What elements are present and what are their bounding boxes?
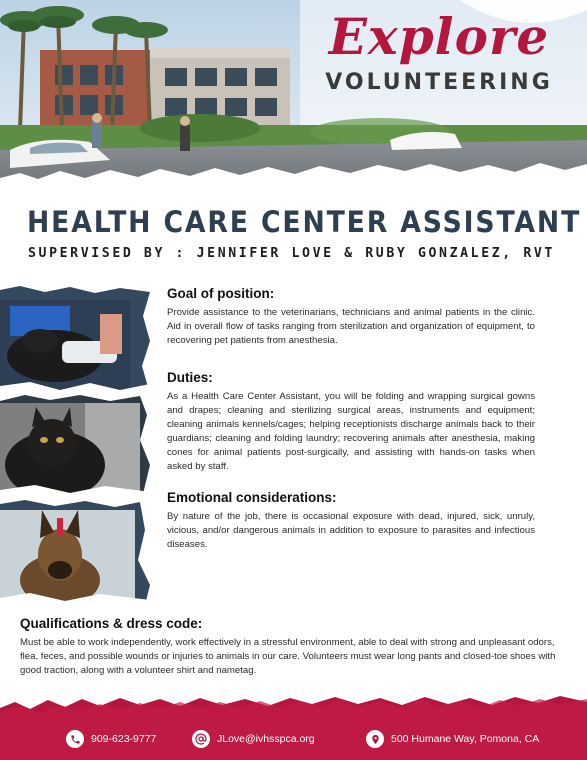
qualifications-body: Must be able to work independently, work effectively in a stressful environment, able to deal with strong and unpleasant odors, flea, feces, and possible wounds or injuries to animals in our care. Volunteers must wear long pants and closed-toe shoes with good traction, along with a volunteer shirt and nametag.: [20, 637, 556, 676]
volunteering-subtitle: VOLUNTEERING: [325, 70, 553, 95]
supervised-by: SUPERVISED BY : JENNIFER LOVE & RUBY GONZALEZ, RVT: [28, 246, 555, 261]
phone-text: 909-623-9777: [91, 733, 157, 745]
goal-heading: Goal of position:: [167, 286, 275, 301]
footer-band: [0, 690, 587, 760]
email-text: JLove@ivhsspca.org: [217, 733, 315, 745]
explore-script-title: Explore: [328, 7, 550, 66]
photo-black-cat: [0, 395, 150, 498]
emotional-heading: Emotional considerations:: [167, 490, 337, 505]
address-text: 500 Humane Way, Pomona, CA: [391, 733, 540, 745]
section-qualifications: [20, 616, 570, 678]
duties-body: As a Health Care Center Assistant, you will be folding and wrapping surgical gowns and drapes; cleaning and sterilizing surgical areas, instruments and equipment; cleaning animals kennels/cages; helping receptionists discharge animals back to their guardians; cleaning and folding laundry; recovering animals after anesthesia, making cones for animal patients post-surgically, and assisting with hands-on tasks when asked by staff.: [167, 391, 535, 472]
emotional-body: By nature of the job, there is occasional exposure with dead, injured, sick, unruly, vicious, and/or dangerous animals in addition to exposure to parasites and infectious diseases.: [167, 511, 535, 550]
photo-cat-recovery: [0, 286, 150, 396]
contact-phone[interactable]: [66, 730, 156, 748]
section-duties: [167, 370, 535, 474]
at-sign-icon: [192, 730, 210, 748]
phone-icon: [66, 730, 84, 748]
duties-heading: Duties:: [167, 370, 213, 385]
job-title: HEALTH CARE CENTER ASSISTANT: [27, 205, 582, 239]
section-goal: [167, 286, 535, 348]
contact-address[interactable]: [366, 730, 539, 748]
hero-title-block: [319, 7, 559, 95]
header-banner: [0, 0, 587, 190]
qualifications-heading: Qualifications & dress code:: [20, 616, 203, 631]
photo-shepherd-dog: [0, 500, 150, 605]
location-pin-icon: [366, 730, 384, 748]
goal-body: Provide assistance to the veterinarians, technicians and animal patients in the clinic. Aid in overall flow of tasks ranging from sterilization and organization of equipment, to recovering pet patients from anesthesia.: [167, 307, 535, 346]
contact-email[interactable]: [192, 730, 315, 748]
section-emotional: [167, 490, 535, 552]
